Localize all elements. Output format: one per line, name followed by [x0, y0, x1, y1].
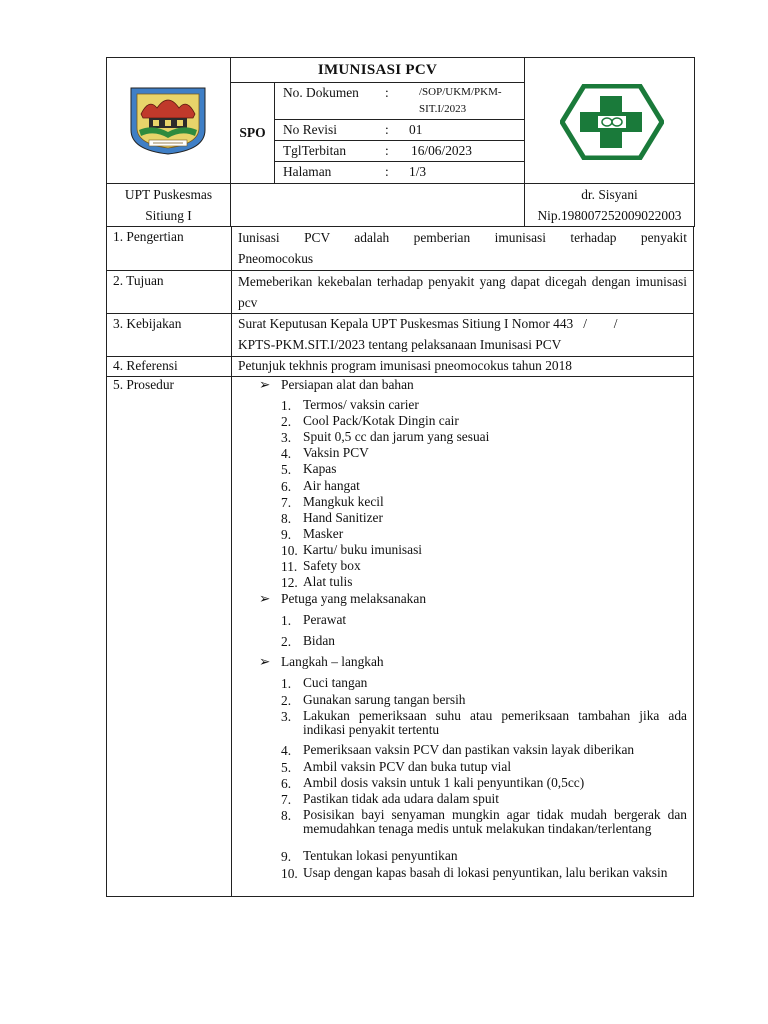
persiapan-item: Hand Sanitizer [303, 509, 383, 525]
persiapan-item: Kartu/ buku imunisasi [303, 541, 423, 557]
meta-doc-number-sep: : [385, 85, 389, 100]
persiapan-item-number: 6. [281, 478, 292, 494]
meta-date-key: TglTerbitan [283, 142, 347, 158]
text-pengertian-line1: Iunisasi PCV adalah pemberian imunisasi terhadap penyakit [238, 230, 687, 245]
persiapan-item: Spuit 0,5 cc dan jarum yang sesuai [303, 429, 490, 445]
persiapan-item: Mangkuk kecil [303, 493, 384, 509]
langkah-item: Ambil vaksin PCV dan buka tutup vial [303, 759, 512, 774]
langkah-item: Pastikan tidak ada udara dalam spuit [303, 791, 499, 806]
meta-doc-number-cell [275, 83, 525, 120]
signer-name: dr. Sisyani [581, 187, 638, 202]
label-prosedur: 5. Prosedur [113, 377, 174, 392]
langkah-item: Lakukan pemeriksaan suhu atau pemeriksaan tambahan jika ada indikasi penyakit tertentu [303, 708, 687, 737]
langkah-item-number: 8. [281, 808, 292, 823]
row-tujuan [107, 270, 693, 313]
heading-persiapan [259, 377, 414, 393]
persiapan-item: Air hangat [303, 477, 360, 493]
persiapan-item: Vaksin PCV [303, 445, 369, 461]
meta-doc-number-value-2: SIT.I/2023 [419, 103, 467, 115]
document-title: IMUNISASI PCV [231, 58, 525, 83]
text-tujuan: Memeberikan kekebalan terhadap penyakit yang dapat dicegah dengan imunisasi pcv [238, 274, 687, 310]
meta-doc-number-key: No. Dokumen [283, 85, 359, 100]
text-referensi: Petunjuk tekhnis program imunisasi pneomocokus tahun 2018 [238, 358, 572, 373]
meta-revision-sep: : [385, 121, 389, 137]
label-tujuan: 2. Tujuan [113, 273, 164, 288]
meta-revision-cell [275, 120, 525, 141]
heading-petugas [259, 591, 426, 607]
persiapan-item-number: 5. [281, 462, 292, 478]
persiapan-item: Termos/ vaksin carier [303, 397, 419, 412]
meta-date-value: 16/06/2023 [411, 142, 473, 158]
persiapan-item-number: 8. [281, 510, 292, 526]
petugas-item-number: 2. [281, 634, 292, 649]
meta-page-key: Halaman [283, 163, 332, 179]
label-kebijakan: 3. Kebijakan [113, 316, 182, 331]
meta-date-sep: : [385, 142, 389, 158]
spo-label: SPO [231, 83, 275, 184]
blank-cell [231, 184, 525, 227]
langkah-item-number: 9. [281, 849, 292, 864]
persiapan-item-number: 3. [281, 430, 292, 446]
persiapan-item-number: 7. [281, 494, 292, 510]
persiapan-item: Safety box [303, 558, 361, 573]
langkah-item-number: 7. [281, 792, 292, 807]
row-kebijakan [107, 313, 693, 356]
langkah-item-number: 3. [281, 709, 292, 724]
langkah-item: Tentukan lokasi penyuntikan [303, 848, 458, 863]
petugas-item-number: 1. [281, 613, 292, 628]
persiapan-item-number: 1. [281, 398, 292, 413]
persiapan-item: Masker [303, 525, 344, 541]
persiapan-item-number: 10. [281, 542, 298, 558]
org-name-line-1: UPT Puskesmas [124, 187, 213, 202]
langkah-item: Ambil dosis vaksin untuk 1 kali penyuntikan (0,5cc) [303, 775, 585, 790]
meta-revision-key: No Revisi [283, 121, 337, 137]
label-referensi: 4. Referensi [113, 358, 178, 373]
arrow-bullet-icon: ➢ [259, 654, 271, 669]
persiapan-item: Alat tulis [303, 574, 353, 590]
heading-persiapan-text: Persiapan alat dan bahan [281, 377, 414, 392]
content-table [106, 226, 694, 897]
meta-doc-number-value: /SOP/UKM/PKM- [419, 86, 502, 98]
row-prosedur [107, 376, 693, 897]
persiapan-item: Cool Pack/Kotak Dingin cair [303, 413, 459, 429]
label-pengertian: 1. Pengertian [113, 229, 184, 244]
heading-petugas-text: Petuga yang melaksanakan [281, 591, 427, 606]
langkah-item-number: 4. [281, 743, 292, 758]
signer-nip: Nip.198007252009022003 [537, 208, 682, 223]
signer-cell [525, 184, 695, 227]
langkah-item-number: 10. [281, 866, 298, 881]
persiapan-item-number: 12. [281, 575, 298, 591]
langkah-item-number: 1. [281, 676, 292, 691]
langkah-item-number: 2. [281, 693, 292, 708]
puskesmas-logo [560, 84, 664, 160]
persiapan-item: Kapas [303, 461, 337, 477]
org-name-line-2: Sitiung I [145, 208, 192, 223]
persiapan-item-number: 11. [281, 559, 298, 574]
petugas-item: Bidan [303, 633, 335, 648]
meta-page-sep: : [385, 163, 389, 179]
meta-page-value: 1/3 [409, 163, 427, 179]
langkah-item: Gunakan sarung tangan bersih [303, 692, 466, 707]
petugas-item: Perawat [303, 612, 347, 627]
meta-revision-value: 01 [409, 121, 423, 137]
org-name-cell [107, 184, 231, 227]
persiapan-item-number: 9. [281, 526, 292, 542]
text-pengertian: Pneomocokus [238, 251, 314, 266]
langkah-item: Posisikan bayi senyaman mungkin agar tidak mudah bergerak dan memudahkan tenaga medis untuk melakukan tindakan/terlentang [303, 807, 687, 836]
langkah-item: Usap dengan kapas basah di lokasi penyuntikan, lalu berikan vaksin [303, 865, 668, 880]
langkah-item: Cuci tangan [303, 675, 368, 690]
arrow-bullet-icon: ➢ [259, 591, 271, 606]
regional-coat-of-arms-logo [127, 84, 209, 156]
row-pengertian [107, 226, 693, 270]
persiapan-item-number: 2. [281, 414, 292, 430]
arrow-bullet-icon: ➢ [259, 377, 271, 392]
langkah-item-number: 5. [281, 760, 292, 775]
row-referensi [107, 356, 693, 376]
langkah-item: Pemeriksaan vaksin PCV dan pastikan vaksin layak diberikan [303, 742, 635, 757]
text-kebijakan-line2: KPTS-PKM.SIT.I/2023 tentang pelaksanaan Imunisasi PCV [238, 337, 562, 352]
heading-langkah [259, 654, 384, 670]
heading-langkah-text: Langkah – langkah [281, 654, 384, 669]
meta-page-cell [275, 162, 525, 184]
meta-date-cell [275, 141, 525, 162]
persiapan-item-number: 4. [281, 446, 292, 462]
text-kebijakan-line1: Surat Keputusan Kepala UPT Puskesmas Sitiung I Nomor 443 / / [238, 316, 618, 331]
langkah-item-number: 6. [281, 776, 292, 791]
